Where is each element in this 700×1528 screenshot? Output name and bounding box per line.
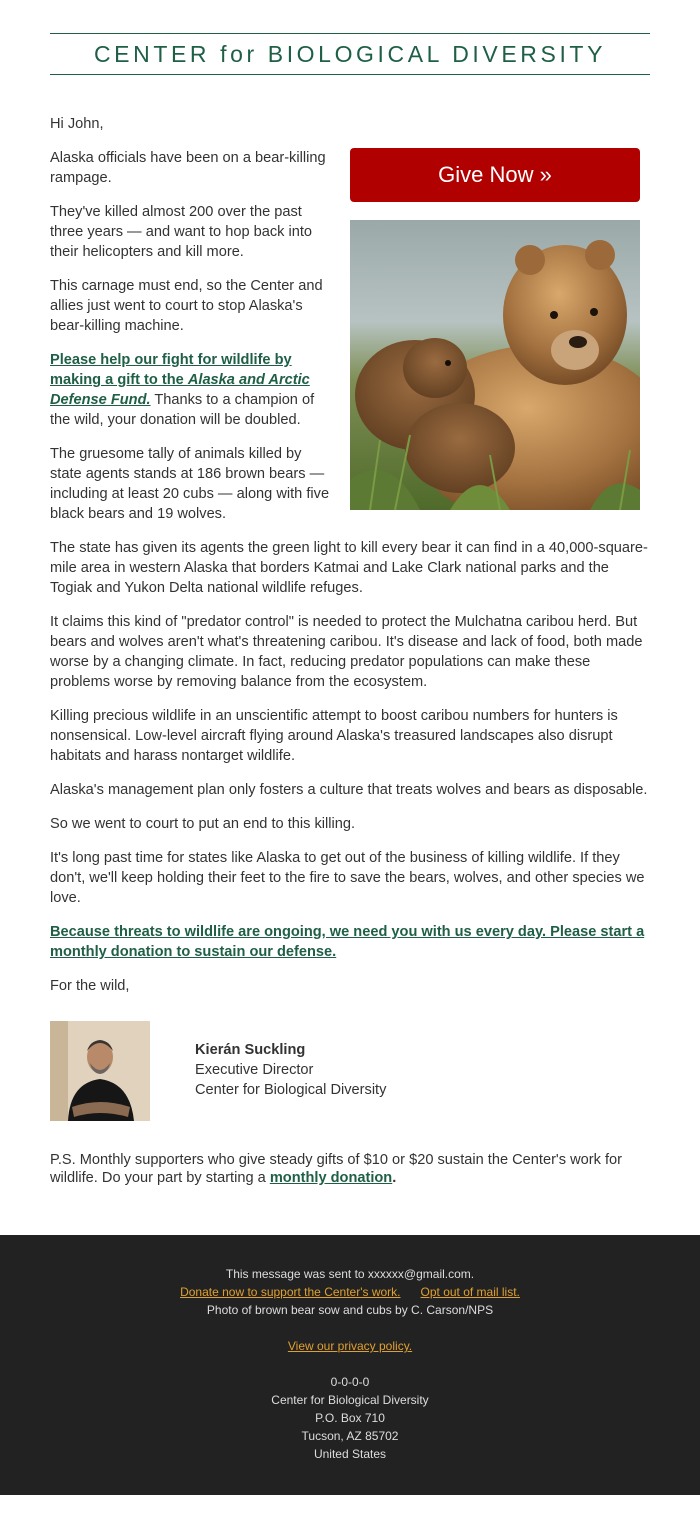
paragraph-8: Killing precious wildlife in an unscientific attempt to boost caribou numbers for hunters is nonsensical. Low-level aircraft flying around Alaska's treasured landscapes also disrupt habitats and harass nontarget wildlife. bbox=[50, 708, 618, 764]
paragraph-10: So we went to court to put an end to this killing. bbox=[50, 816, 356, 832]
paragraph-5: The gruesome tally of animals killed by state agents stands at 186 brown bears — including at least 20 cubs — along with five black bears and 19 wolves. bbox=[50, 446, 330, 522]
org-logo-text: CENTER for BIOLOGICAL DIVERSITY bbox=[93, 41, 607, 67]
paragraph-7: It claims this kind of "predator control" is needed to protect the Mulchatna caribou herd. But bears and wolves aren't what's threatening caribou. It's disease and lack of food, both made worse by a changing climate. In fact, reducing predator populations can make these problems worse by removing balance from the ecosystem. bbox=[50, 614, 643, 690]
donate-fund-link[interactable]: Please help our fight for wildlife by making a gift to the Alaska and Arctic Defense Fund. bbox=[50, 352, 310, 408]
footer-donate-link[interactable]: Donate now to support the Center's work. bbox=[180, 1285, 401, 1299]
footer-links bbox=[0, 1283, 700, 1301]
address-city: Tucson, AZ 85702 bbox=[301, 1429, 399, 1443]
address-org: Center for Biological Diversity bbox=[271, 1393, 429, 1407]
paragraph-6: The state has given its agents the green light to kill every bear it can find in a 40,000-square-mile area in western Alaska that borders Katmai and Lake Clark national parks and the Togiak and Yukon Delta national wildlife refuges. bbox=[50, 540, 648, 596]
footer-code: 0-0-0-0 bbox=[330, 1375, 370, 1389]
paragraph-4-rest: Thanks to a champion of the wild, your donation will be doubled. bbox=[50, 392, 315, 428]
bear-photo[interactable] bbox=[350, 220, 640, 510]
greeting: Hi John, bbox=[50, 116, 104, 132]
intro-text bbox=[50, 148, 335, 524]
paragraph-9: Alaska's management plan only fosters a culture that treats wolves and bears as disposable. bbox=[50, 782, 648, 798]
footer bbox=[0, 1235, 700, 1495]
masthead bbox=[50, 33, 650, 75]
privacy-policy-link[interactable]: View our privacy policy. bbox=[287, 1339, 413, 1353]
ps-monthly-donation-link[interactable]: monthly donation bbox=[269, 1170, 393, 1186]
paragraph-1: Alaska officials have been on a bear-killing rampage. bbox=[50, 150, 326, 186]
paragraph-3: This carnage must end, so the Center and allies just went to court to stop Alaska's bear-killing machine. bbox=[50, 278, 323, 334]
photo-credit: Photo of brown bear sow and cubs by C. Carson/NPS bbox=[206, 1303, 494, 1317]
address-box: P.O. Box 710 bbox=[315, 1411, 385, 1425]
signatory-name: Kierán Suckling bbox=[195, 1042, 306, 1058]
give-now-button[interactable]: Give Now » bbox=[350, 148, 640, 202]
intro-section bbox=[50, 148, 650, 524]
closing: For the wild, bbox=[50, 978, 130, 994]
signatory-photo bbox=[50, 1021, 150, 1121]
footer-optout-link[interactable]: Opt out of mail list. bbox=[420, 1285, 520, 1299]
signature-text bbox=[195, 1040, 386, 1100]
monthly-donation-cta-link[interactable]: Because threats to wildlife are ongoing, we need you with us every day. Please start a monthly donation to sustain our defense. bbox=[50, 924, 645, 960]
paragraph-2: They've killed almost 200 over the past three years — and want to hop back into their helicopters and kill more. bbox=[50, 204, 313, 260]
signatory-org: Center for Biological Diversity bbox=[195, 1082, 387, 1098]
signatory-title: Executive Director bbox=[195, 1062, 314, 1078]
sidebar bbox=[350, 148, 640, 510]
paragraph-4 bbox=[50, 350, 335, 430]
address-country: United States bbox=[313, 1447, 387, 1461]
sent-to-notice: This message was sent to xxxxxx@gmail.com. bbox=[225, 1267, 475, 1281]
signature-block bbox=[50, 1021, 650, 1121]
postscript: P.S. Monthly supporters who give steady gifts of $10 or $20 sustain the Center's work for wildlife. Do your part by starting a monthly donation. bbox=[50, 1152, 622, 1186]
paragraph-12 bbox=[50, 922, 650, 962]
letter-body bbox=[50, 114, 650, 1187]
paragraph-11: It's long past time for states like Alaska to get out of the business of killing wildlife. If they don't, we'll keep holding their feet to the fire to save the bears, wolves, and other species we love. bbox=[50, 850, 645, 906]
